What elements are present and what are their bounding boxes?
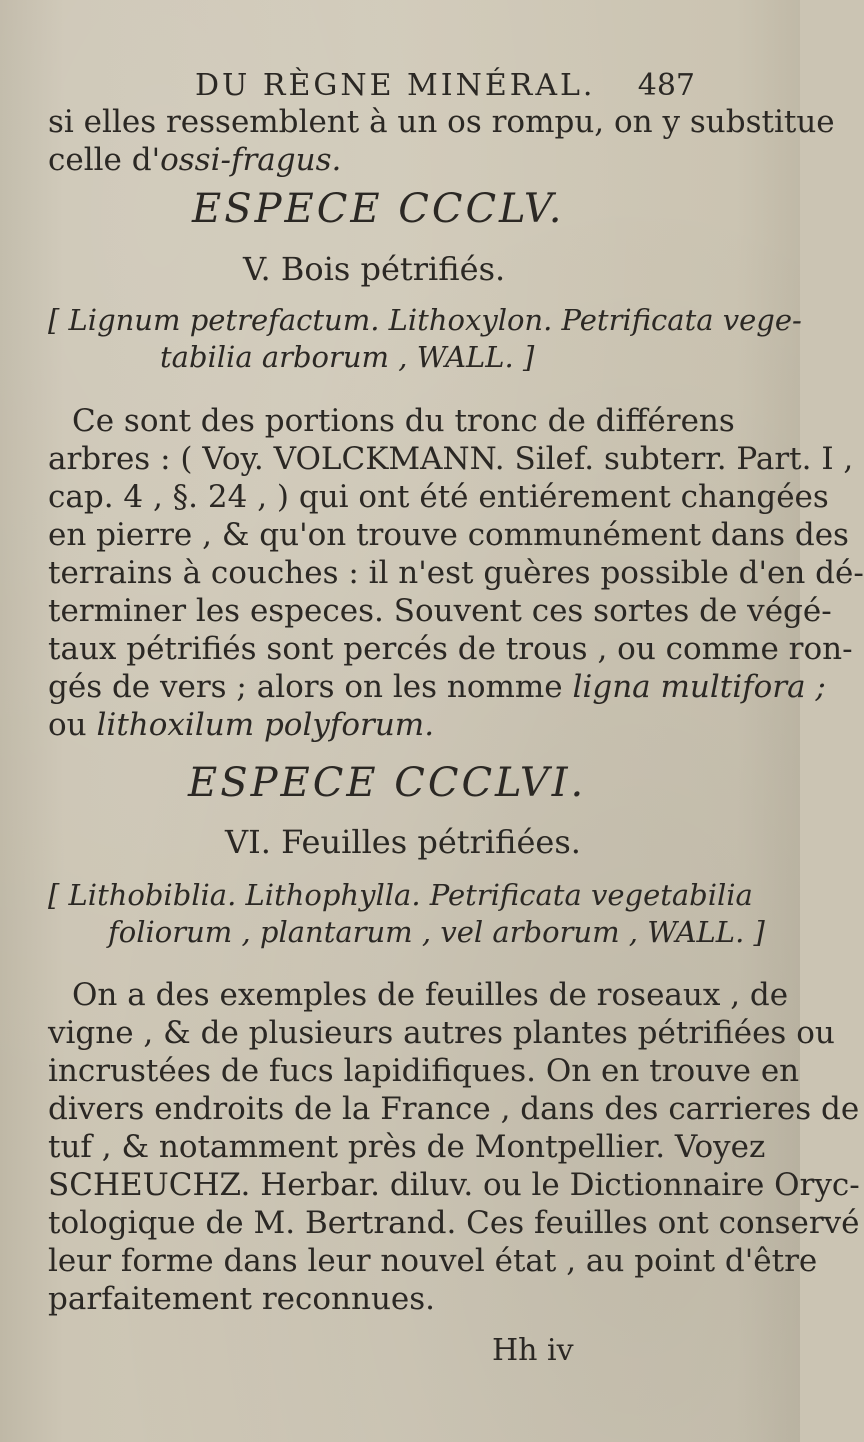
- body-line: parfaitement reconnues.: [48, 1281, 436, 1317]
- body-line: vigne , & de plusieurs autres plantes pétrifiées ou: [48, 1015, 835, 1051]
- latin-names-2: tabilia arborum , WALL. ]: [160, 340, 535, 374]
- body-line: terrains à couches : il n'est guères possible d'en dé-: [48, 555, 864, 591]
- body-line: en pierre , & qu'on trouve communément dans des: [48, 517, 849, 553]
- body-line: divers endroits de la France , dans des carrieres de: [48, 1091, 860, 1127]
- body-line: cap. 4 , §. 24 , ) qui ont été entiérement changées: [48, 479, 829, 515]
- running-header: [195, 68, 695, 103]
- body-line: terminer les especes. Souvent ces sortes de végé-: [48, 593, 832, 629]
- body-line: incrustées de fucs lapidifiques. On en trouve en: [48, 1053, 800, 1089]
- intro-line-1: si elles ressemblent à un os rompu, on y substitue: [48, 104, 835, 140]
- species-heading-ccclv: ESPECE CCCLV.: [192, 186, 565, 232]
- latin-names-2: foliorum , plantarum , vel arborum , WALL. ]: [108, 915, 765, 949]
- body-line: tologique de M. Bertrand. Ces feuilles ont conservé: [48, 1205, 860, 1241]
- body-line: Ce sont des portions du tronc de différens: [72, 403, 735, 439]
- species-heading-ccclvi: ESPECE CCCLVI.: [188, 760, 587, 806]
- latin-names-1: [ Lignum petrefactum. Lithoxylon. Petrificata vege-: [48, 303, 802, 337]
- body-line: ou lithoxilum polyforum.: [48, 707, 435, 743]
- body-line: tuf , & notamment près de Montpellier. Voyez: [48, 1129, 766, 1165]
- body-line: leur forme dans leur nouvel état , au point d'être: [48, 1243, 818, 1279]
- body-line: taux pétrifiés sont percés de trous , ou comme ron-: [48, 631, 853, 667]
- body-line: SCHEUCHZ. Herbar. diluv. ou le Dictionnaire Oryc-: [48, 1167, 860, 1203]
- running-title: DU RÈGNE MINÉRAL.: [195, 68, 596, 103]
- body-line: On a des exemples de feuilles de roseaux , de: [72, 977, 789, 1013]
- latin-names-1: [ Lithobiblia. Lithophylla. Petrificata vegetabilia: [48, 878, 753, 912]
- section-title-feuilles: VI. Feuilles pétrifiées.: [225, 823, 581, 861]
- body-line: arbres : ( Voy. VOLCKMANN. Silef. subterr. Part. I ,: [48, 441, 854, 477]
- signature-mark: Hh iv: [492, 1333, 574, 1368]
- page-number: 487: [637, 68, 695, 103]
- section-title-bois: V. Bois pétrifiés.: [243, 250, 506, 288]
- intro-line-2: celle d'ossi-fragus.: [48, 142, 342, 178]
- body-line: gés de vers ; alors on les nomme ligna multifora ;: [48, 669, 826, 705]
